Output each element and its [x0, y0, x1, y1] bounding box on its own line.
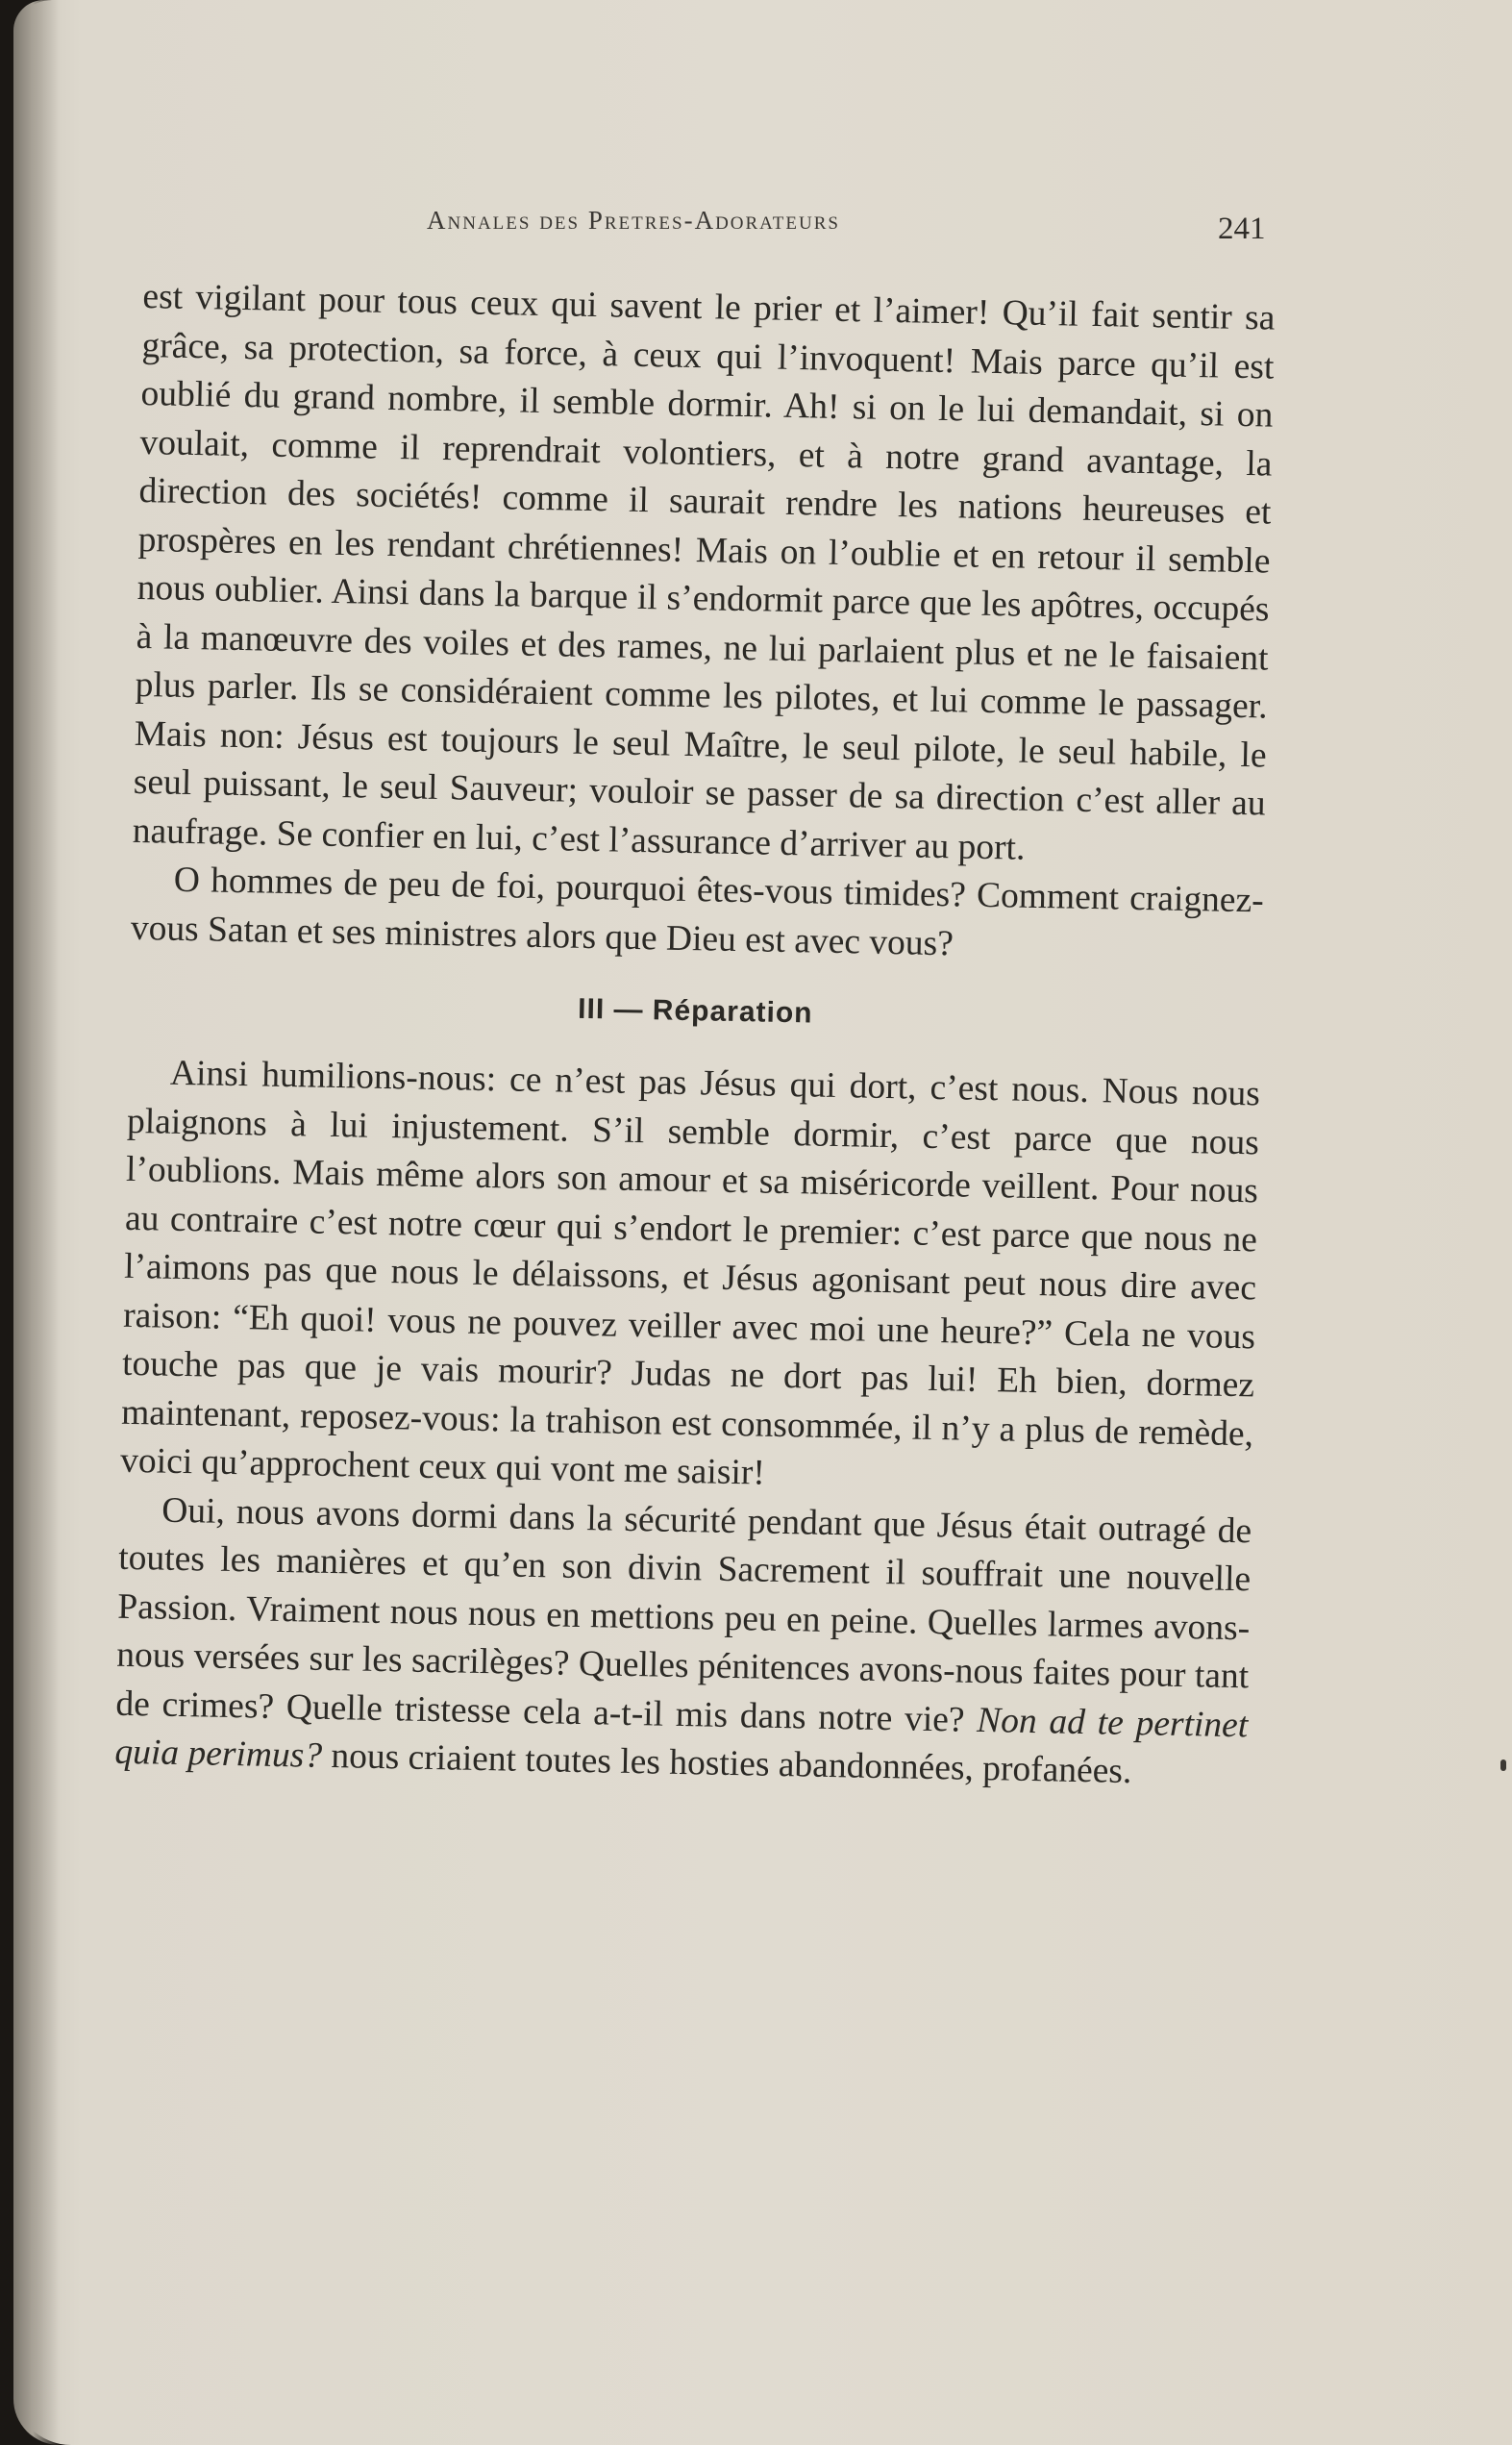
paragraph-we-slept-main: Oui, nous avons dormi dans la sécurité pendant que Jésus était outragé de toutes les manières et qu’en son divin Sacrement il souffrait une nouvelle Passion. Vraiment nous nous en mettions peu en peine. Quelles larmes avons-nous versées sur les sacrilèges? Quelles pénitences avons-nous faites pour tant de crimes? Quelle tristesse cela a-t-il mis dans notre vie?	[115, 1490, 1252, 1740]
paragraph-continued: est vigilant pour tous ceux qui savent le prier et l’aimer! Qu’il fait sentir sa grâce, sa protection, sa force, à ceux qui l’invoquent! Mais parce qu’il est oublié du grand nombre, il semble dormir. Ah! si on le lui demandait, si on voulait, comme il reprendrait volontiers, et à notre grand avantage, la direction des sociétés! comme il saurait rendre les nations heureuses et prospères en les rendant chrétiennes! Mais on l’oublie et en retour il semble nous oublier. Ainsi dans la barque il s’endormit parce que les apôtres, occupés à la manœuvre des voiles et des rames, ne lui parlaient plus et ne le faisaient plus parler. Ils se considéraient comme les pilotes, et lui comme le passager. Mais non: Jésus est toujours le seul Maître, le seul pilote, le seul habile, le seul puissant, le seul Sauveur; vouloir se passer de sa direction c’est aller au naufrage. Se confier en lui, c’est l’assurance d’arriver au port.	[132, 276, 1276, 868]
latin-quote: Non ad te pertinet quia perimus?	[114, 1700, 1249, 1776]
book-page	[13, 0, 1512, 2445]
page-edge-mark	[1500, 1759, 1506, 1771]
body-text	[114, 273, 1276, 1799]
paragraph-humility: Ainsi humilions-nous: ce n’est pas Jésus qui dort, c’est nous. Nous nous plaignons à lui injustement. S’il semble dormir, c’est parce que nous l’oublions. Mais même alors son amour et sa miséricorde veillent. Pour nous au contraire c’est notre cœur qui s’endort le premier: c’est parce que nous ne l’aimons pas que nous le délaissons, et Jésus agonisant peut nous dire avec raison: “Eh quoi! vous ne pouvez veiller avec moi une heure?” Cela ne vous touche pas que je vais mourir? Judas ne dort pas lui! Eh bien, dormez maintenant, reposez-vous: la trahison est consommée, il n’y a plus de remède, voici qu’approchent ceux qui vont me saisir!	[119, 1053, 1261, 1493]
book-spine-shadow	[13, 0, 60, 2445]
page-number: 241	[1218, 212, 1266, 246]
paragraph-we-slept-end: nous criaient toutes les hosties abandonnées, profanées.	[331, 1736, 1132, 1792]
section-heading: III — Réparation	[577, 992, 813, 1030]
paragraph-men-of-little-faith: O hommes de peu de foi, pourquoi êtes-vous timides? Comment craignez-vous Satan et ses ministres alors que Dieu est avec vous?	[130, 860, 1265, 963]
running-head: Annales des Pretres-Adorateurs	[427, 206, 840, 235]
paragraph-we-slept	[114, 1485, 1252, 1799]
